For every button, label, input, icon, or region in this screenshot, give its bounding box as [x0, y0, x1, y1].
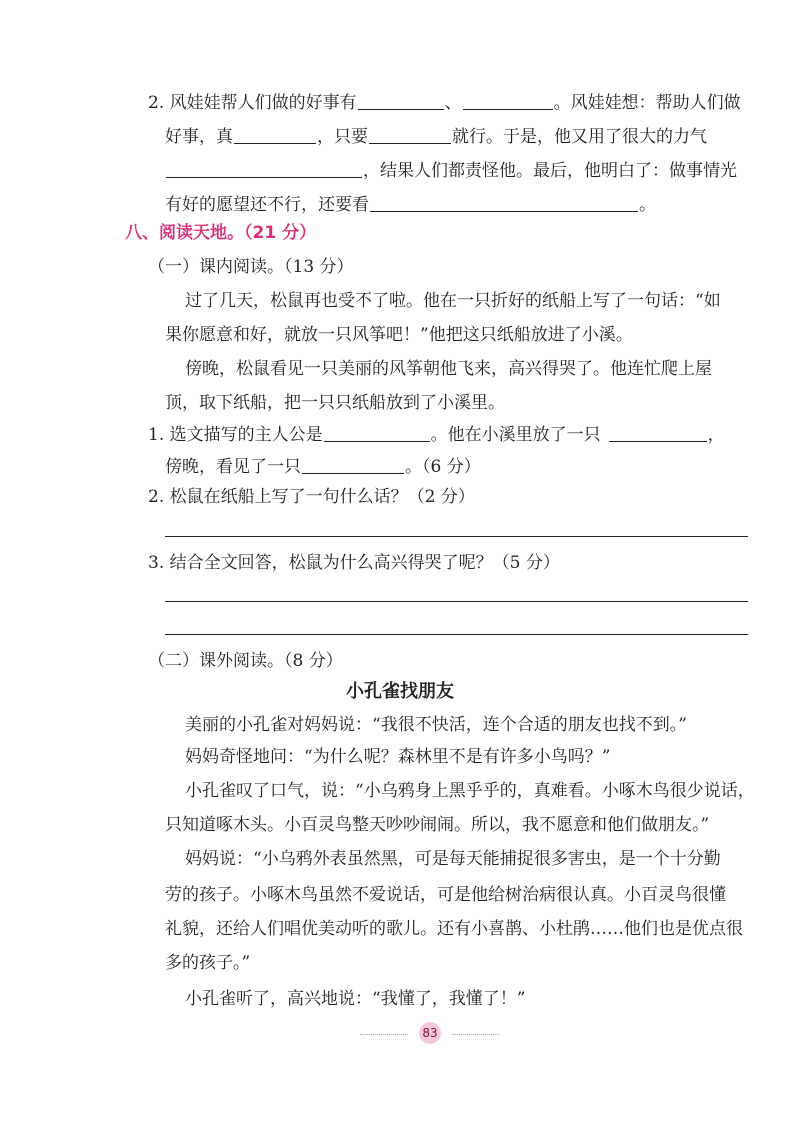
answer-blank[interactable]: [324, 422, 430, 442]
answer-line[interactable]: [165, 536, 748, 537]
q2-text: 。: [639, 195, 656, 215]
q2-text: 。风娃娃想：帮助人们做: [553, 93, 741, 113]
part2-title: （二）课外阅读。（8 分）: [148, 651, 343, 671]
answer-blank[interactable]: [358, 90, 444, 110]
story-line: 劳的孩子。小啄木鸟虽然不爱说话，可是他给树治病很认真。小百灵鸟很懂: [165, 885, 726, 905]
question-text: 1. 选文描写的主人公是: [148, 425, 323, 445]
answer-blank[interactable]: [463, 90, 553, 110]
story-line: 小孔雀叹了口气，说：“小乌鸦身上黑乎乎的，真难看。小啄木鸟很少说话，: [185, 781, 755, 801]
answer-line[interactable]: [165, 601, 748, 602]
part1-q2: 2. 松鼠在纸船上写了一句什么话？（2 分）: [148, 487, 475, 507]
answer-blank[interactable]: [302, 454, 404, 474]
part1-q3: 3. 结合全文回答，松鼠为什么高兴得哭了呢？（5 分）: [148, 553, 560, 573]
part1-q1-line-2: [165, 454, 748, 478]
q2-text: ，结果人们都责怪他。最后，他明白了：做事情光: [363, 161, 737, 181]
q2-line-4: [165, 192, 748, 216]
q2-text: ，只要: [317, 127, 368, 147]
q2-line-1: [148, 90, 748, 114]
question-text: 。（6 分）: [405, 457, 481, 477]
story-line: 小孔雀听了，高兴地说：“我懂了，我懂了！”: [185, 989, 526, 1009]
answer-blank[interactable]: [234, 124, 316, 144]
page-number: 83: [419, 1022, 441, 1044]
q2-text: 就行。于是，他又用了很大的力气: [452, 127, 707, 147]
q2-text: 有好的愿望还不行，还要看: [165, 195, 369, 215]
section-title: 八、阅读天地。（21 分）: [125, 223, 317, 243]
passage-line: 果你愿意和好，就放一只风筝吧！”他把这只纸船放进了小溪。: [165, 325, 633, 345]
passage-line: 过了几天，松鼠再也受不了啦。他在一只折好的纸船上写了一句话：“如: [185, 291, 721, 311]
answer-blank[interactable]: [166, 158, 362, 178]
story-line: 多的孩子。”: [165, 953, 251, 973]
story-line: 礼貌，还给人们唱优美动听的歌儿。还有小喜鹊、小杜鹃……他们也是优点很: [165, 919, 743, 939]
q2-text: 好事，真: [165, 127, 233, 147]
story-line: 只知道啄木头。小百灵鸟整天吵吵闹闹。所以，我不愿意和他们做朋友。”: [165, 815, 710, 835]
answer-blank[interactable]: [370, 192, 638, 212]
question-text: 傍晚，看见了一只: [165, 457, 301, 477]
story-title: 小孔雀找朋友: [346, 681, 454, 702]
question-text: 。他在小溪里放了一只: [430, 425, 601, 445]
page-footer: [360, 1022, 500, 1044]
passage-line: 傍晚，松鼠看见一只美丽的风筝朝他飞来，高兴得哭了。他连忙爬上屋: [185, 359, 712, 379]
story-line: 妈妈奇怪地问：“为什么呢？森林里不是有许多小鸟吗？”: [185, 747, 611, 767]
q2-line-2: [165, 124, 748, 148]
answer-blank[interactable]: [609, 422, 707, 442]
q2-text: 2. 风娃娃帮人们做的好事有: [148, 93, 357, 113]
part1-title: （一）课内阅读。（13 分）: [148, 257, 354, 277]
answer-blank[interactable]: [369, 124, 451, 144]
part1-q1-line-1: [148, 422, 748, 446]
q2-line-3: [165, 158, 748, 182]
question-text: ，: [707, 425, 725, 445]
story-line: 美丽的小孔雀对妈妈说：“我很不快活，连个合适的朋友也找不到。”: [185, 715, 687, 735]
footer-divider: [452, 1034, 500, 1035]
story-line: 妈妈说：“小乌鸦外表虽然黑，可是每天能捕捉很多害虫，是一个十分勤: [185, 849, 721, 869]
footer-divider: [360, 1034, 408, 1035]
answer-line[interactable]: [165, 634, 748, 635]
passage-line: 顶，取下纸船，把一只只纸船放到了小溪里。: [165, 393, 505, 413]
q2-text: 、: [444, 93, 462, 113]
